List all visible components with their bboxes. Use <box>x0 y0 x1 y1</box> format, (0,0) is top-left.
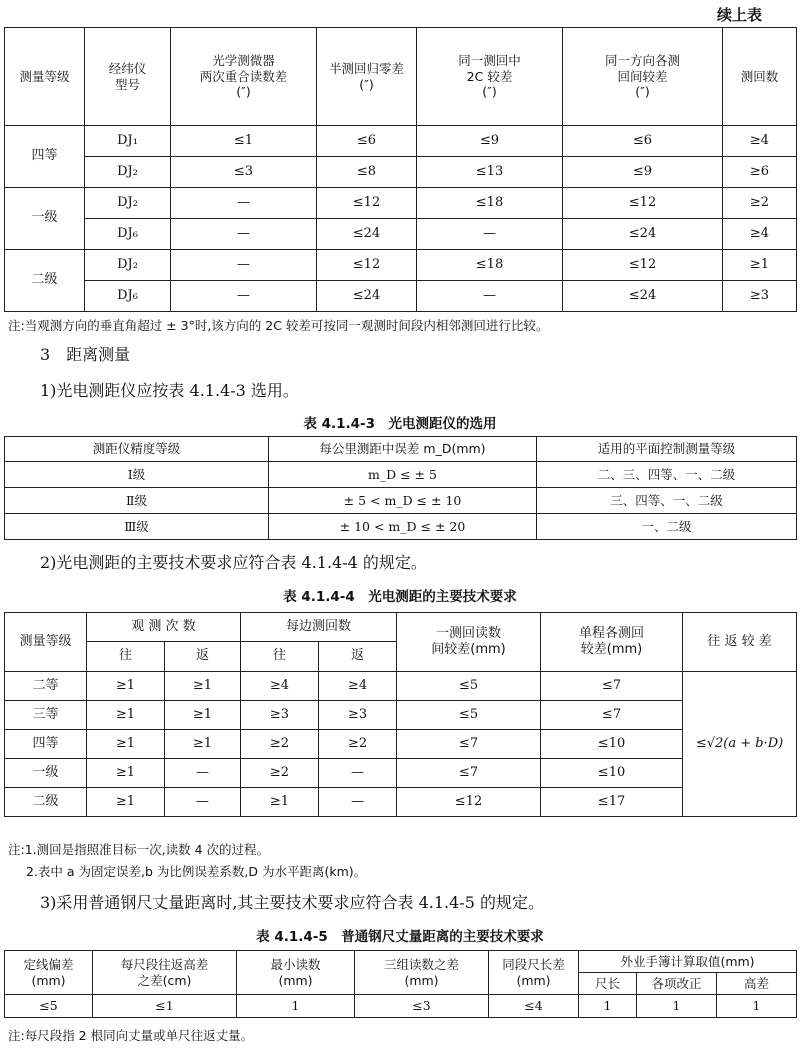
table-cell: ≤7 <box>397 730 541 759</box>
table-row <box>5 281 797 312</box>
table-cell: ≥1 <box>723 250 797 281</box>
header-cell: 各项改正 <box>637 973 717 995</box>
table-cell: ≥3 <box>241 701 319 730</box>
table-row <box>5 995 797 1018</box>
table-cell: ≥1 <box>87 730 165 759</box>
table4-note: 注:1.测回是指照准目标一次,读数 4 次的过程。 <box>8 842 270 857</box>
table-cell: — <box>319 788 397 817</box>
table-cell: ≤1 <box>171 126 317 157</box>
table-cell: ≤7 <box>397 759 541 788</box>
table-row <box>5 788 797 817</box>
roundtrip-formula-cell: ≤√2(a + b·D) <box>683 672 797 817</box>
table-cell: — <box>319 759 397 788</box>
table-cell: ≤5 <box>397 672 541 701</box>
table-cell: ± 10 < m_D ≤ ± 20 <box>269 514 537 540</box>
header-cell: 同一方向各测 回间较差 (″) <box>563 28 723 126</box>
table-cell: DJ₆ <box>85 281 171 312</box>
grade-cell: 一级 <box>5 188 85 250</box>
table-row <box>5 219 797 250</box>
table5-note: 注:每尺段指 2 根同向丈量或单尺往返丈量。 <box>8 1028 254 1043</box>
table-cell: ≤12 <box>397 788 541 817</box>
header-cell: 适用的平面控制测量等级 <box>537 437 797 462</box>
table-cell: 1 <box>637 995 717 1018</box>
section-heading: 3 距离测量 <box>40 345 131 364</box>
table-cell: — <box>165 759 241 788</box>
paragraph: 1)光电测距仪应按表 4.1.4-3 选用。 <box>40 381 299 400</box>
header-cell: 定线偏差 (mm) <box>5 951 93 995</box>
table-cell: 二级 <box>5 788 87 817</box>
table-cell: ≥1 <box>87 759 165 788</box>
table-cell: — <box>171 219 317 250</box>
table-cell: 二等 <box>5 672 87 701</box>
table-caption: 表 4.1.4-4 光电测距的主要技术要求 <box>283 589 517 605</box>
steel-tape-table <box>4 950 797 1018</box>
table-cell: ≥1 <box>87 701 165 730</box>
theodolite-table <box>4 27 797 312</box>
table-cell: ≤5 <box>5 995 93 1018</box>
table-header-row <box>5 951 797 973</box>
table-caption: 表 4.1.4-5 普通钢尺丈量距离的主要技术要求 <box>256 929 544 945</box>
table-cell: DJ₂ <box>85 157 171 188</box>
table-row <box>5 730 797 759</box>
header-cell: 一测回读数 间较差(mm) <box>397 613 541 672</box>
header-cell: 高差 <box>717 973 797 995</box>
table-cell: ≤12 <box>563 188 723 219</box>
table-cell: ≥1 <box>165 730 241 759</box>
table-cell: ≤5 <box>397 701 541 730</box>
header-cell: 返 <box>319 642 397 672</box>
table-header-row <box>5 28 797 126</box>
table-cell: ≤7 <box>541 701 683 730</box>
table-cell: DJ₆ <box>85 219 171 250</box>
table-cell: ≤17 <box>541 788 683 817</box>
table-cell: ≤6 <box>563 126 723 157</box>
table-cell: — <box>171 188 317 219</box>
table-cell: Ⅲ级 <box>5 514 269 540</box>
table-cell: ≤4 <box>489 995 579 1018</box>
table-cell: ≤24 <box>563 281 723 312</box>
table-cell: 1 <box>237 995 355 1018</box>
table-header-row <box>5 613 797 642</box>
table-cell: ≤18 <box>417 250 563 281</box>
table-cell: ≤12 <box>317 188 417 219</box>
table-cell: ≥2 <box>241 730 319 759</box>
paragraph: 3)采用普通钢尺丈量距离时,其主要技术要求应符合表 4.1.4-5 的规定。 <box>40 893 544 912</box>
table-row <box>5 759 797 788</box>
table-cell: ≥1 <box>241 788 319 817</box>
table-cell: — <box>171 281 317 312</box>
table-cell: ≤10 <box>541 730 683 759</box>
header-cell: 外业手簿计算取值(mm) <box>579 951 797 973</box>
header-cell: 最小读数 (mm) <box>237 951 355 995</box>
header-cell: 往 <box>241 642 319 672</box>
table-cell: 二、三、四等、一、二级 <box>537 462 797 488</box>
table-cell: ≥1 <box>87 788 165 817</box>
header-cell: 同一测回中 2C 较差 (″) <box>417 28 563 126</box>
table-cell: Ⅱ级 <box>5 488 269 514</box>
table-cell: ± 5 < m_D ≤ ± 10 <box>269 488 537 514</box>
table-cell: — <box>417 219 563 250</box>
table-cell: ≥1 <box>87 672 165 701</box>
table-cell: ≥3 <box>319 701 397 730</box>
table-cell: ≥1 <box>165 672 241 701</box>
header-cell: 每边测回数 <box>241 613 397 642</box>
table-cell: DJ₂ <box>85 250 171 281</box>
table-cell: 三等 <box>5 701 87 730</box>
table-cell: ≤12 <box>563 250 723 281</box>
table-caption: 表 4.1.4-3 光电测距仪的选用 <box>303 416 497 432</box>
table-cell: — <box>417 281 563 312</box>
table-cell: ≥3 <box>723 281 797 312</box>
header-cell: 测量等级 <box>5 28 85 126</box>
table-cell: ≥4 <box>319 672 397 701</box>
table-cell: ≥4 <box>723 219 797 250</box>
continued-label: 续上表 <box>716 6 762 24</box>
table4-note: 2.表中 a 为固定误差,b 为比例误差系数,D 为水平距离(km)。 <box>26 864 367 879</box>
table-cell: 一级 <box>5 759 87 788</box>
header-cell: 三组读数之差 (mm) <box>355 951 489 995</box>
table-row <box>5 672 797 701</box>
header-cell: 单程各测回 较差(mm) <box>541 613 683 672</box>
table-row <box>5 488 797 514</box>
table1-note: 注:当观测方向的垂直角超过 ± 3°时,该方向的 2C 较差可按同一观测时间段内相邻测回进行比较。 <box>8 318 549 333</box>
table-cell: Ⅰ级 <box>5 462 269 488</box>
table-cell: ≤18 <box>417 188 563 219</box>
edm-requirements-table <box>4 612 797 817</box>
table-cell: ≥2 <box>319 730 397 759</box>
table-cell: ≤24 <box>317 219 417 250</box>
table-row <box>5 701 797 730</box>
header-cell: 测距仪精度等级 <box>5 437 269 462</box>
table-cell: ≤10 <box>541 759 683 788</box>
header-cell: 往 返 较 差 <box>683 613 797 672</box>
table-cell: ≤7 <box>541 672 683 701</box>
table-row <box>5 188 797 219</box>
grade-cell: 二级 <box>5 250 85 312</box>
header-cell: 返 <box>165 642 241 672</box>
rangefinder-table <box>4 436 797 540</box>
header-cell: 往 <box>87 642 165 672</box>
header-cell: 每尺段往返高差 之差(cm) <box>93 951 237 995</box>
table-cell: 三、四等、一、二级 <box>537 488 797 514</box>
table-cell: DJ₂ <box>85 188 171 219</box>
grade-cell: 四等 <box>5 126 85 188</box>
table-cell: 1 <box>579 995 637 1018</box>
table-row <box>5 126 797 157</box>
table-cell: ≤12 <box>317 250 417 281</box>
table-cell: DJ₁ <box>85 126 171 157</box>
table-cell: ≤13 <box>417 157 563 188</box>
table-cell: ≥6 <box>723 157 797 188</box>
table-cell: ≤8 <box>317 157 417 188</box>
table-cell: ≤6 <box>317 126 417 157</box>
table-cell: ≥4 <box>723 126 797 157</box>
table-row <box>5 462 797 488</box>
table-cell: ≤9 <box>417 126 563 157</box>
header-cell: 每公里测距中误差 m_D(mm) <box>269 437 537 462</box>
header-cell: 经纬仪 型号 <box>85 28 171 126</box>
table-cell: — <box>165 788 241 817</box>
table-cell: 1 <box>717 995 797 1018</box>
header-cell: 测量等级 <box>5 613 87 672</box>
header-cell: 测回数 <box>723 28 797 126</box>
table-row <box>5 250 797 281</box>
paragraph: 2)光电测距的主要技术要求应符合表 4.1.4-4 的规定。 <box>40 553 427 572</box>
table-cell: m_D ≤ ± 5 <box>269 462 537 488</box>
table-cell: ≤3 <box>171 157 317 188</box>
table-cell: 一、二级 <box>537 514 797 540</box>
table-cell: ≥2 <box>723 188 797 219</box>
header-cell: 半测回归零差 (″) <box>317 28 417 126</box>
table-cell: ≤1 <box>93 995 237 1018</box>
table-cell: — <box>171 250 317 281</box>
header-cell: 观 测 次 数 <box>87 613 241 642</box>
table-cell: ≤3 <box>355 995 489 1018</box>
table-cell: ≥4 <box>241 672 319 701</box>
table-cell: ≤9 <box>563 157 723 188</box>
header-cell: 光学测微器 两次重合读数差 (″) <box>171 28 317 126</box>
table-cell: ≥2 <box>241 759 319 788</box>
table-header-row <box>5 437 797 462</box>
table-cell: ≥1 <box>165 701 241 730</box>
table-cell: ≤24 <box>563 219 723 250</box>
table-row <box>5 157 797 188</box>
table-row <box>5 514 797 540</box>
table-cell: ≤24 <box>317 281 417 312</box>
header-cell: 尺长 <box>579 973 637 995</box>
header-cell: 同段尺长差 (mm) <box>489 951 579 995</box>
table-cell: 四等 <box>5 730 87 759</box>
